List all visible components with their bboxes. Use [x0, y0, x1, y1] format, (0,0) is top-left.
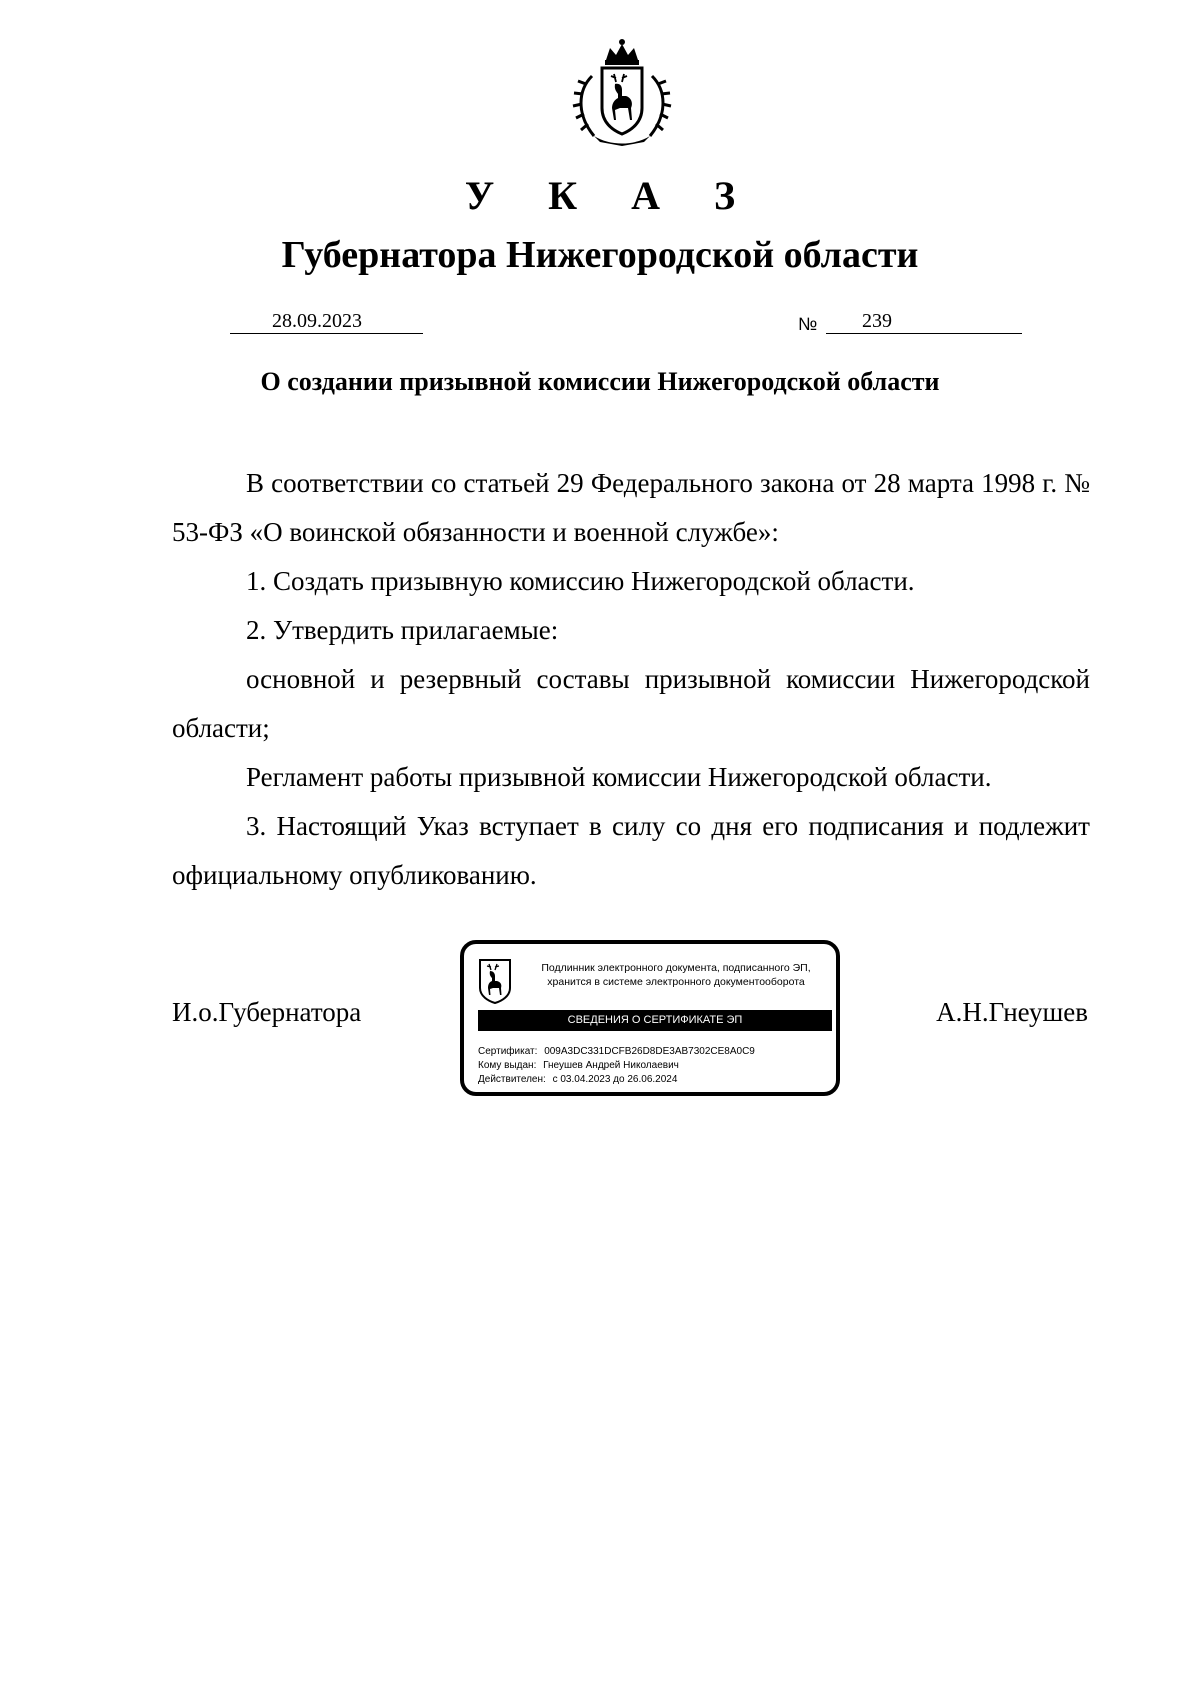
body-paragraph: 2. Утвердить прилагаемые:: [246, 615, 559, 645]
e-signature-stamp: [460, 940, 840, 1096]
body-paragraph: Регламент работы призывной комиссии Нижегородской области.: [246, 762, 992, 792]
document-number: 239: [862, 310, 892, 332]
validity-label: Действителен:: [478, 1074, 546, 1085]
body-paragraph: В соответствии со статьей 29 Федерального закона от 28 марта 1998 г. № 53-ФЗ «О воинской обязанности и военной службе»:: [172, 468, 1090, 547]
issued-to-value: Гнеушев Андрей Николаевич: [543, 1060, 679, 1071]
stamp-storage-note: хранится в системе электронного документооборота: [547, 976, 805, 988]
signatory-role: И.о.Губернатора: [172, 997, 362, 1027]
stamp-validity-row: [478, 1073, 677, 1086]
stamp-original-note: Подлинник электронного документа, подписанного ЭП,: [541, 962, 811, 974]
document-number-field: [826, 309, 1022, 334]
stamp-certificate-banner: СВЕДЕНИЯ О СЕРТИФИКАТЕ ЭП: [478, 1010, 832, 1031]
coat-of-arms-emblem: [570, 38, 674, 148]
issued-to-label: Кому выдан:: [478, 1060, 537, 1071]
number-label: №: [798, 314, 818, 334]
document-type-title: У К А З: [464, 173, 758, 218]
nizhny-novgorod-coat-of-arms-icon: [570, 38, 674, 148]
signatory-name: А.Н.Гнеушев: [936, 997, 1088, 1027]
body-paragraph: 1. Создать призывную комиссию Нижегородской области.: [246, 566, 915, 596]
stamp-issued-to-row: [478, 1059, 679, 1072]
issuer-title: Губернатора Нижегородской области: [281, 234, 919, 276]
body-paragraph: 3. Настоящий Указ вступает в силу со дня его подписания и подлежит официальному опубликованию.: [172, 811, 1090, 890]
certificate-value: 009A3DC331DCFB26D8DE3AB7302CE8A0C9: [544, 1046, 755, 1057]
document-date: 28.09.2023: [272, 310, 362, 332]
stamp-certificate-row: [478, 1045, 755, 1058]
body-paragraph: основной и резервный составы призывной комиссии Нижегородской области;: [172, 664, 1090, 743]
validity-value: с 03.04.2023 до 26.06.2024: [552, 1074, 678, 1085]
certificate-label: Сертификат:: [478, 1046, 538, 1057]
document-date-field: [230, 309, 423, 334]
deer-emblem-icon: [478, 958, 512, 1004]
document-subject: О создании призывной комиссии Нижегородской области: [260, 367, 940, 396]
document-body: [172, 459, 1090, 900]
